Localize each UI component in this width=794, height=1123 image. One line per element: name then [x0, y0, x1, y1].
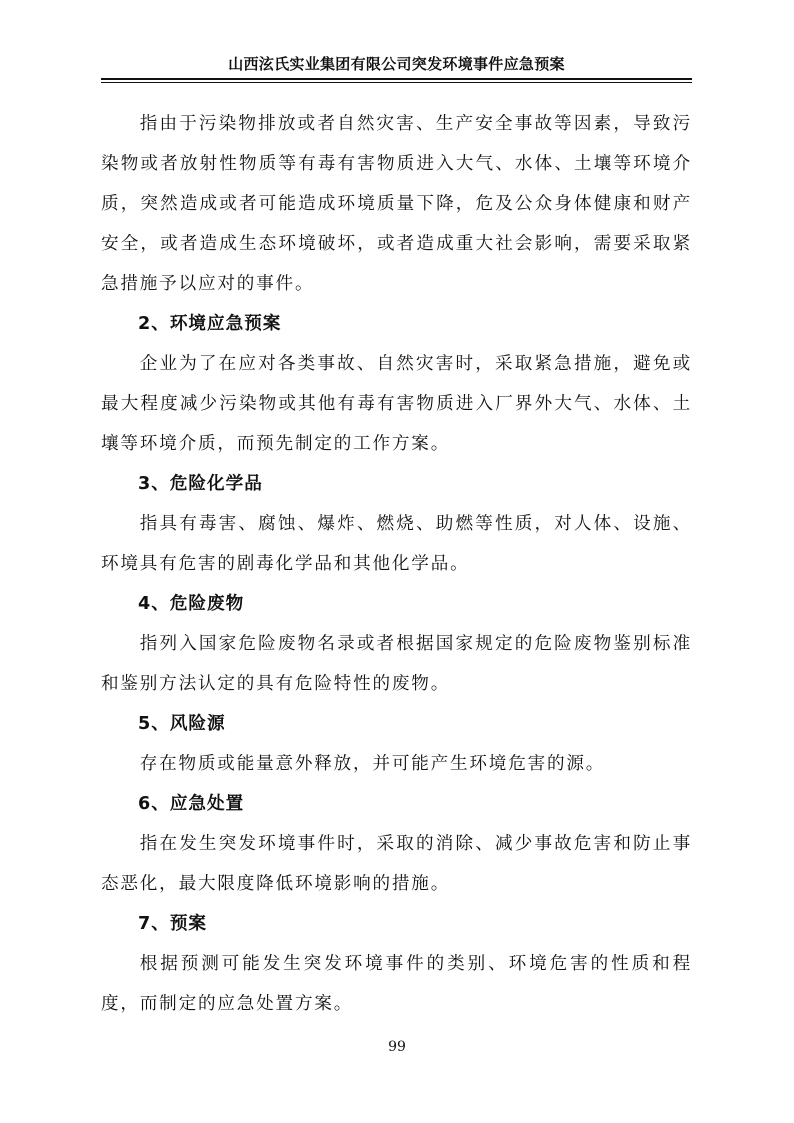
definition-paragraph-plan: 根据预测可能发生突发环境事件的类别、环境危害的性质和程度，而制定的应急处置方案。: [101, 954, 692, 1014]
definition-paragraph-risk-source: 存在物质或能量意外释放，并可能产生环境危害的源。: [139, 754, 606, 774]
document-body: [101, 104, 692, 1024]
definition-paragraph-emergency-response: 指在发生突发环境事件时，采取的消除、减少事故危害和防止事态恶化，最大限度降低环境影响的措施。: [101, 834, 692, 894]
section-heading-emergency-plan: 2、环境应急预案: [138, 314, 282, 334]
section-heading-risk-source: 5、风险源: [138, 714, 226, 734]
section-heading-hazardous-waste: 4、危险废物: [138, 594, 245, 614]
section-heading-emergency-response: 6、应急处置: [138, 794, 245, 814]
page-header-title: 山西泫氏实业集团有限公司突发环境事件应急预案: [228, 55, 565, 73]
section-heading-hazardous-chemicals: 3、危险化学品: [138, 474, 263, 494]
section-heading-plan: 7、预案: [138, 914, 208, 934]
header-double-rule: [101, 78, 692, 83]
definition-paragraph-hazardous-waste: 指列入国家危险废物名录或者根据国家规定的危险废物鉴别标准和鉴别方法认定的具有危险特性的废物。: [101, 634, 692, 694]
definition-paragraph-hazardous-chemicals: 指具有毒害、腐蚀、爆炸、燃烧、助燃等性质，对人体、设施、环境具有危害的剧毒化学品和其他化学品。: [101, 514, 692, 574]
definition-paragraph-emergency-plan: 企业为了在应对各类事故、自然灾害时，采取紧急措施，避免或最大程度减少污染物或其他有毒有害物质进入厂界外大气、水体、土壤等环境介质，而预先制定的工作方案。: [101, 354, 692, 454]
page-number: 99: [388, 1039, 406, 1055]
definition-paragraph-environment-event: 指由于污染物排放或者自然灾害、生产安全事故等因素，导致污染物或者放射性物质等有毒有害物质进入大气、水体、土壤等环境介质，突然造成或者可能造成环境质量下降，危及公众身体健康和财产安全，或者造成生态环境破坏，或者造成重大社会影响，需要采取紧急措施予以应对的事件。: [101, 114, 692, 294]
